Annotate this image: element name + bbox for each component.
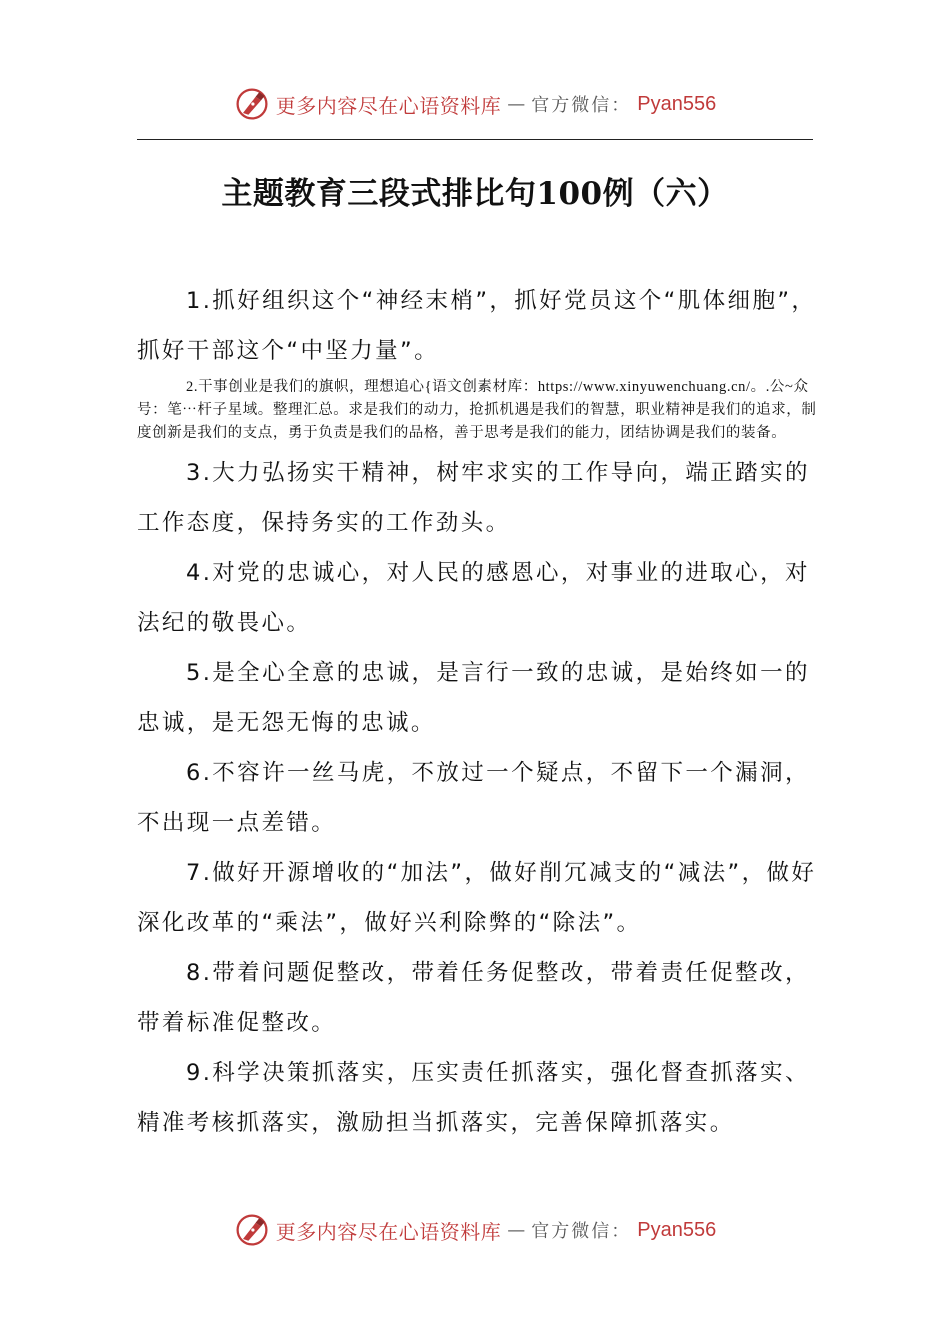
list-item-4: 4.对党的忠诚心，对人民的感恩心，对事业的进取心，对法纪的敬畏心。 bbox=[137, 560, 810, 636]
banner-dash: — bbox=[507, 93, 526, 115]
list-item-7: 7.做好开源增收的“加法”，做好削冗减支的“减法”，做好深化改革的“乘法”，做好兴利除弊的“除法”。 bbox=[137, 860, 817, 936]
header-banner bbox=[0, 82, 950, 126]
banner-main-text: 更多内容尽在心语资料库 bbox=[275, 93, 502, 118]
banner-sub-text: 官方微信： bbox=[531, 95, 632, 116]
footer-banner bbox=[0, 1208, 950, 1252]
list-item-2: 2.干事创业是我们的旗帜，理想追心{语文创素材库：https://www.xinyuwenchuang.cn/。.公~众号：笔⋯杆子星域。整理汇总。求是我们的动力，抢抓机遇是我们的智慧，职业精神是我们的追求，制度创新是我们的支点，勇于负责是我们的品格，善于思考是我们的能力，团结协调是我们的装备。 bbox=[137, 379, 817, 441]
banner-wechat-id: Pyan556 bbox=[637, 1218, 717, 1241]
document-body bbox=[137, 276, 821, 1148]
pen-nib-logo-icon bbox=[234, 86, 270, 122]
list-item-9: 9.科学决策抓落实，压实责任抓落实，强化督查抓落实、精准考核抓落实，激励担当抓落实，完善保障抓落实。 bbox=[137, 1060, 810, 1136]
header-divider bbox=[137, 139, 813, 140]
page-title: 主题教育三段式排比句100例（六） bbox=[221, 176, 729, 212]
banner-wechat-id: Pyan556 bbox=[637, 92, 717, 115]
banner-main-text: 更多内容尽在心语资料库 bbox=[275, 1219, 502, 1244]
list-item-6: 6.不容许一丝马虎，不放过一个疑点，不留下一个漏洞，不出现一点差错。 bbox=[137, 760, 810, 836]
list-item-5: 5.是全心全意的忠诚，是言行一致的忠诚，是始终如一的忠诚，是无怨无悔的忠诚。 bbox=[137, 660, 810, 736]
list-item-3: 3.大力弘扬实干精神，树牢求实的工作导向，端正踏实的工作态度，保持务实的工作劲头。 bbox=[137, 460, 810, 536]
banner-dash: — bbox=[507, 1219, 526, 1241]
list-item-8: 8.带着问题促整改，带着任务促整改，带着责任促整改，带着标准促整改。 bbox=[137, 960, 810, 1036]
banner-sub-text: 官方微信： bbox=[531, 1221, 632, 1242]
list-item-1: 1.抓好组织这个“神经末梢”，抓好党员这个“肌体细胞”，抓好干部这个“中坚力量”。 bbox=[137, 288, 817, 364]
pen-nib-logo-icon bbox=[234, 1212, 270, 1248]
